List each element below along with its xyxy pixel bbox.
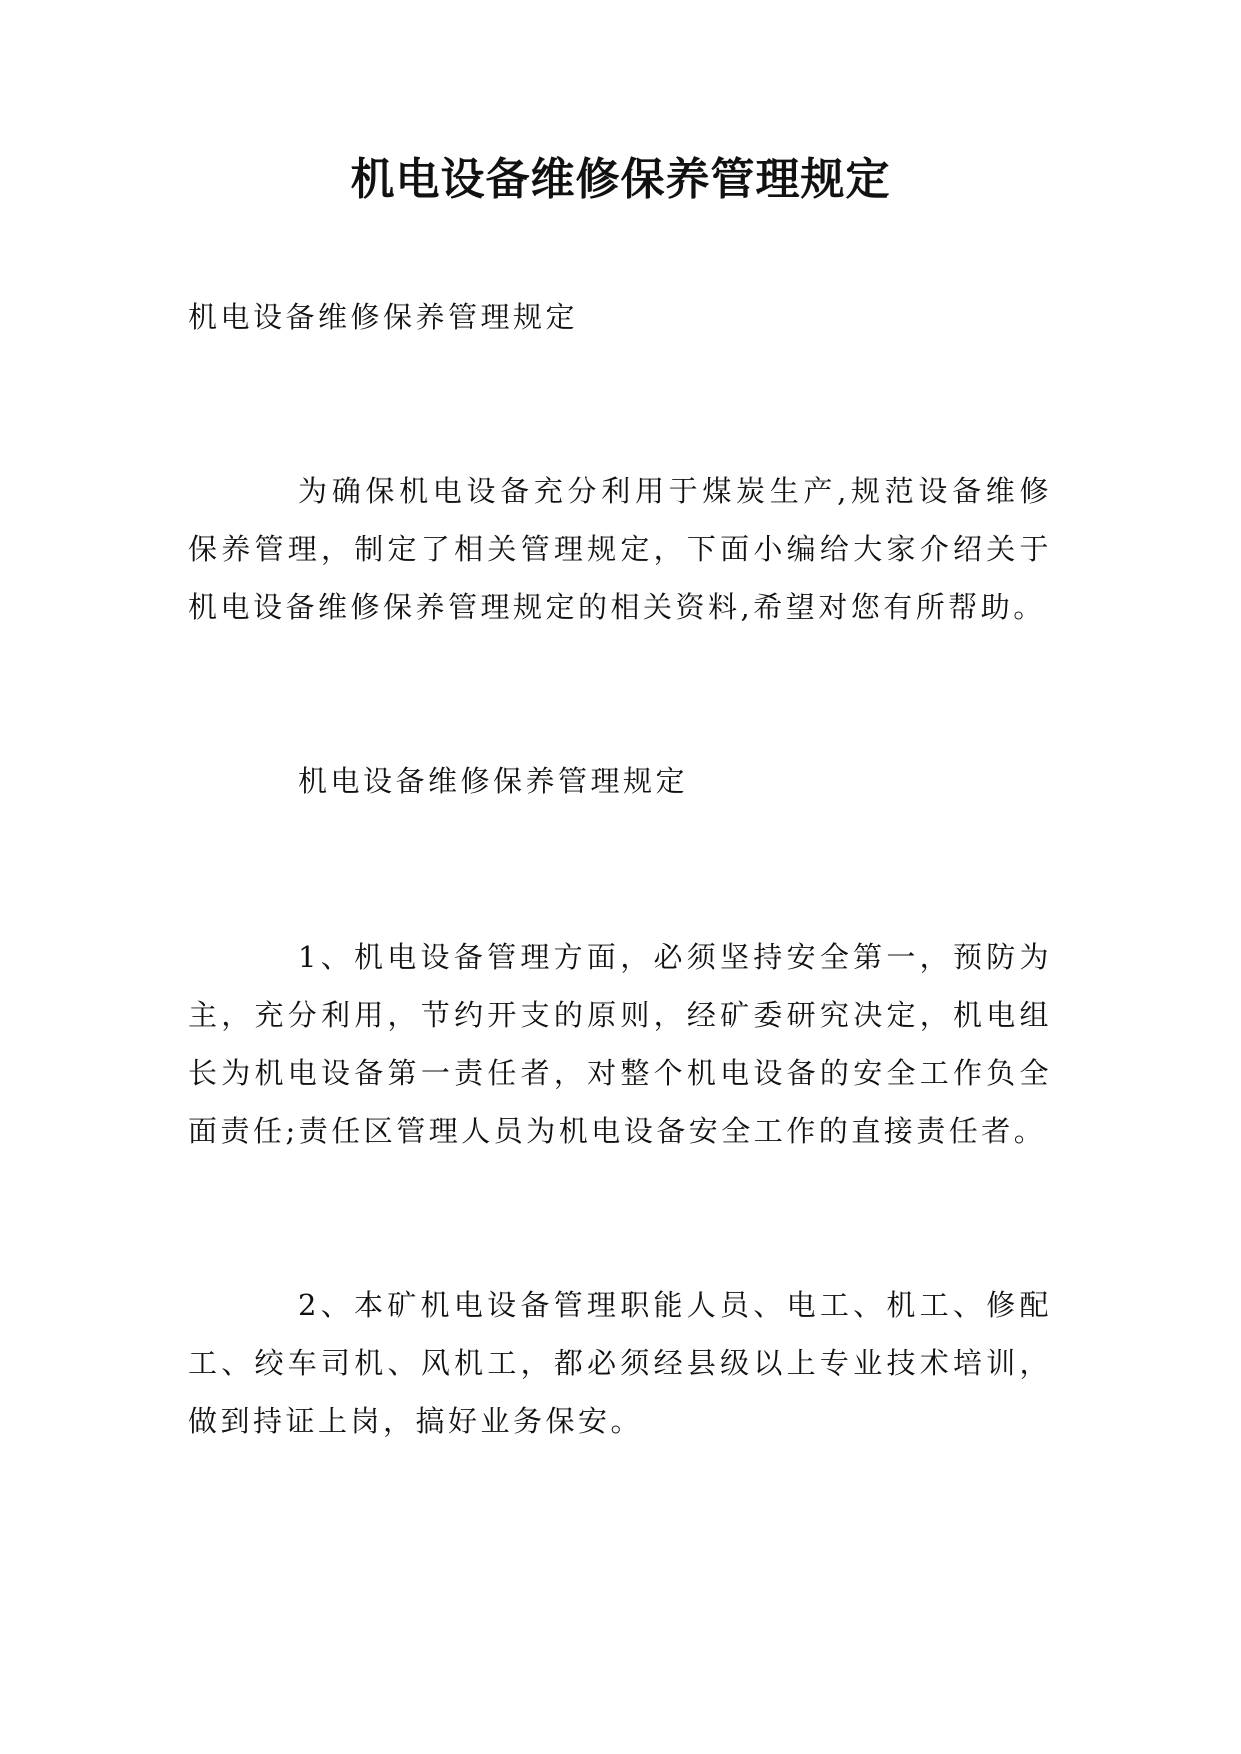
rule-item-1: 1、机电设备管理方面，必须坚持安全第一，预防为主，充分利用，节约开支的原则，经矿委研究决定，机电组长为机电设备第一责任者，对整个机电设备的安全工作负全面责任;责任区管理人员为机电设备安全工作的直接责任者。 (188, 940, 1052, 1148)
rule-item-2: 2、本矿机电设备管理职能人员、电工、机工、修配工、绞车司机、风机工，都必须经县级以上专业技术培训，做到持证上岗，搞好业务保安。 (188, 1288, 1052, 1438)
section-heading: 机电设备维修保养管理规定 (298, 764, 689, 798)
document-subtitle: 机电设备维修保养管理规定 (188, 300, 579, 334)
intro-paragraph: 为确保机电设备充分利用于煤炭生产,规范设备维修保养管理，制定了相关管理规定，下面小编给大家介绍关于机电设备维修保养管理规定的相关资料,希望对您有所帮助。 (188, 474, 1052, 624)
document-title: 机电设备维修保养管理规定 (350, 154, 891, 205)
